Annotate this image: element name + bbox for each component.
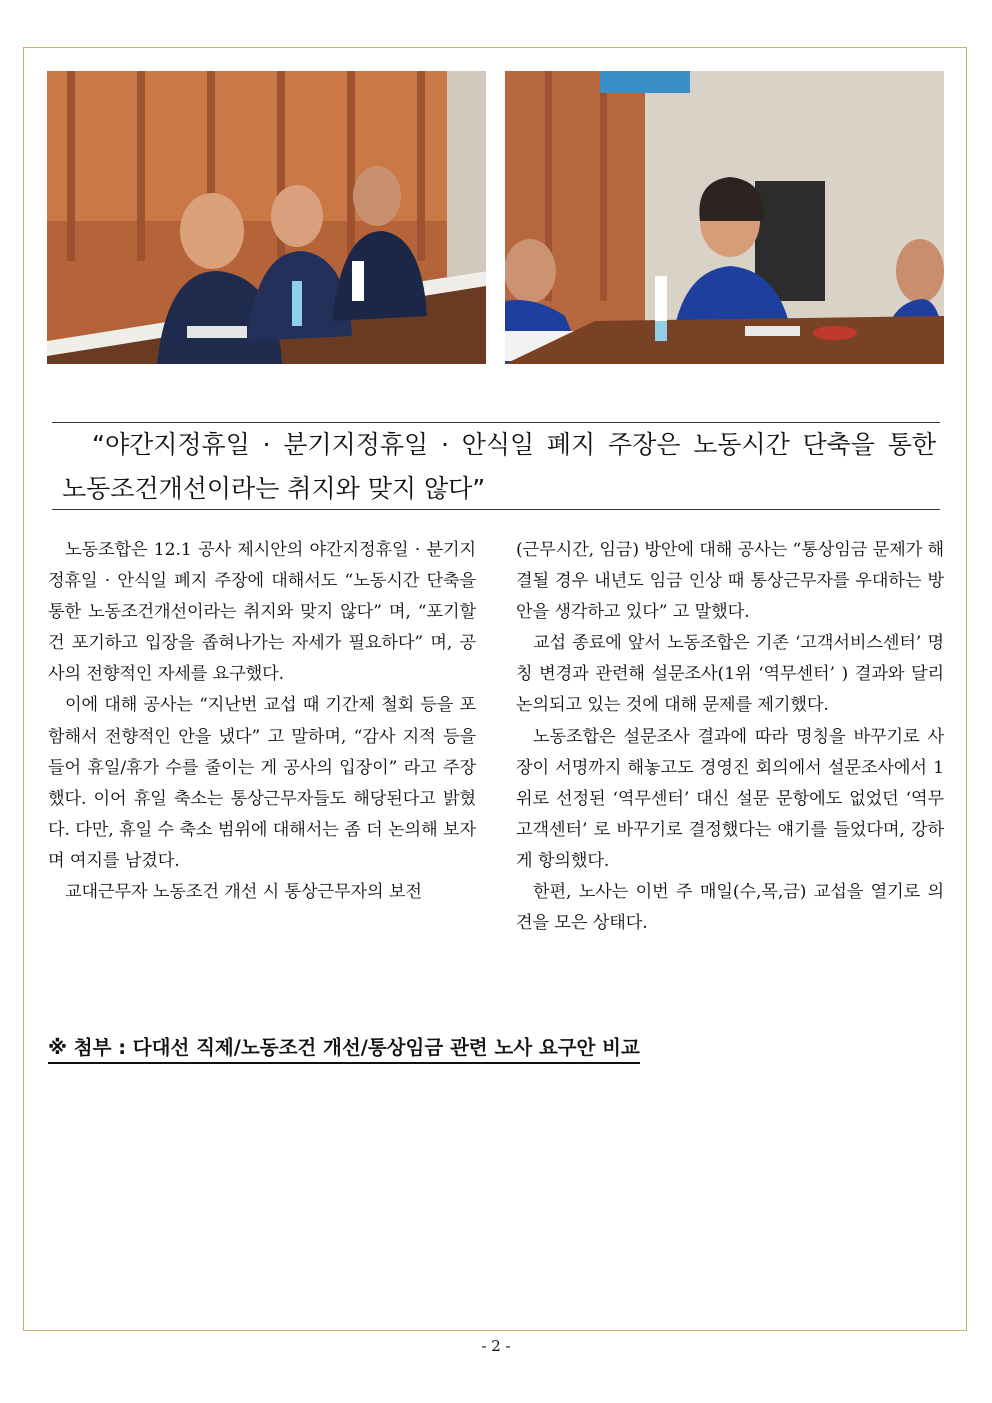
article-column-left [48,535,476,908]
headline-line-1: “야간지정휴일 · 분기지정휴일 · 안식일 폐지 주장은 노동시간 단축을 통한 [92,430,936,459]
headline-quote [52,422,940,510]
paragraph: 교섭 종료에 앞서 노동조합은 기존 ‘고객서비스센터’ 명칭 변경과 관련해 설문조사(1위 ‘역무센터’ ) 결과와 달리 논의되고 있는 것에 대해 문제를 제기했다. [516,633,944,716]
paragraph: 노동조합은 설문조사 결과에 따라 명칭을 바꾸기로 사장이 서명까지 해놓고도 경영진 회의에서 설문조사에서 1위로 선정된 ‘역무센터’ 대신 설문 문항에도 없었던 ‘역무고객센터’ 로 바꾸기로 결정했다는 얘기를 들었다며, 강하게 항의했다. [516,726,944,871]
paragraph: 교대근무자 노동조건 개선 시 통상근무자의 보전 [65,882,422,903]
article-column-right [516,535,944,939]
paragraph: (근무시간, 임금) 방안에 대해 공사는 “통상임금 문제가 해결될 경우 내년도 임금 인상 때 통상근무자를 우대하는 방안을 생각하고 있다” 고 말했다. [516,540,944,623]
page-number: - 2 - [481,1337,511,1355]
meeting-photo-right [505,71,944,364]
paragraph: 노동조합은 12.1 공사 제시안의 야간지정휴일 · 분기지정휴일 · 안식일 폐지 주장에 대해서도 “노동시간 단축을 통한 노동조건개선이라는 취지와 맞지 않다” 며, “포기할 건 포기하고 입장을 좁혀나가는 자세가 필요하다” 며, 공사의 전향적인 자세를 요구했다. [48,540,476,685]
paragraph: 이에 대해 공사는 “지난번 교섭 때 기간제 철회 등을 포함해서 전향적인 안을 냈다” 고 말하며, “감사 지적 등을 들어 휴일/휴가 수를 줄이는 게 공사의 입장이” 라고 주장했다. 이어 휴일 축소는 통상근무자들도 해당된다고 밝혔다. 다만, 휴일 수 축소 범위에 대해서는 좀 더 논의해 보자며 여지를 남겼다. [48,695,476,871]
headline-line-2: 노동조건개선이라는 취지와 맞지 않다” [62,474,486,503]
meeting-photo-left [47,71,486,364]
attachment-note: ※ 첨부 : 다대선 직제/노동조건 개선/통상임금 관련 노사 요구안 비교 [48,1032,640,1064]
paragraph: 한편, 노사는 이번 주 매일(수,목,금) 교섭을 열기로 의견을 모은 상태다. [516,882,944,934]
